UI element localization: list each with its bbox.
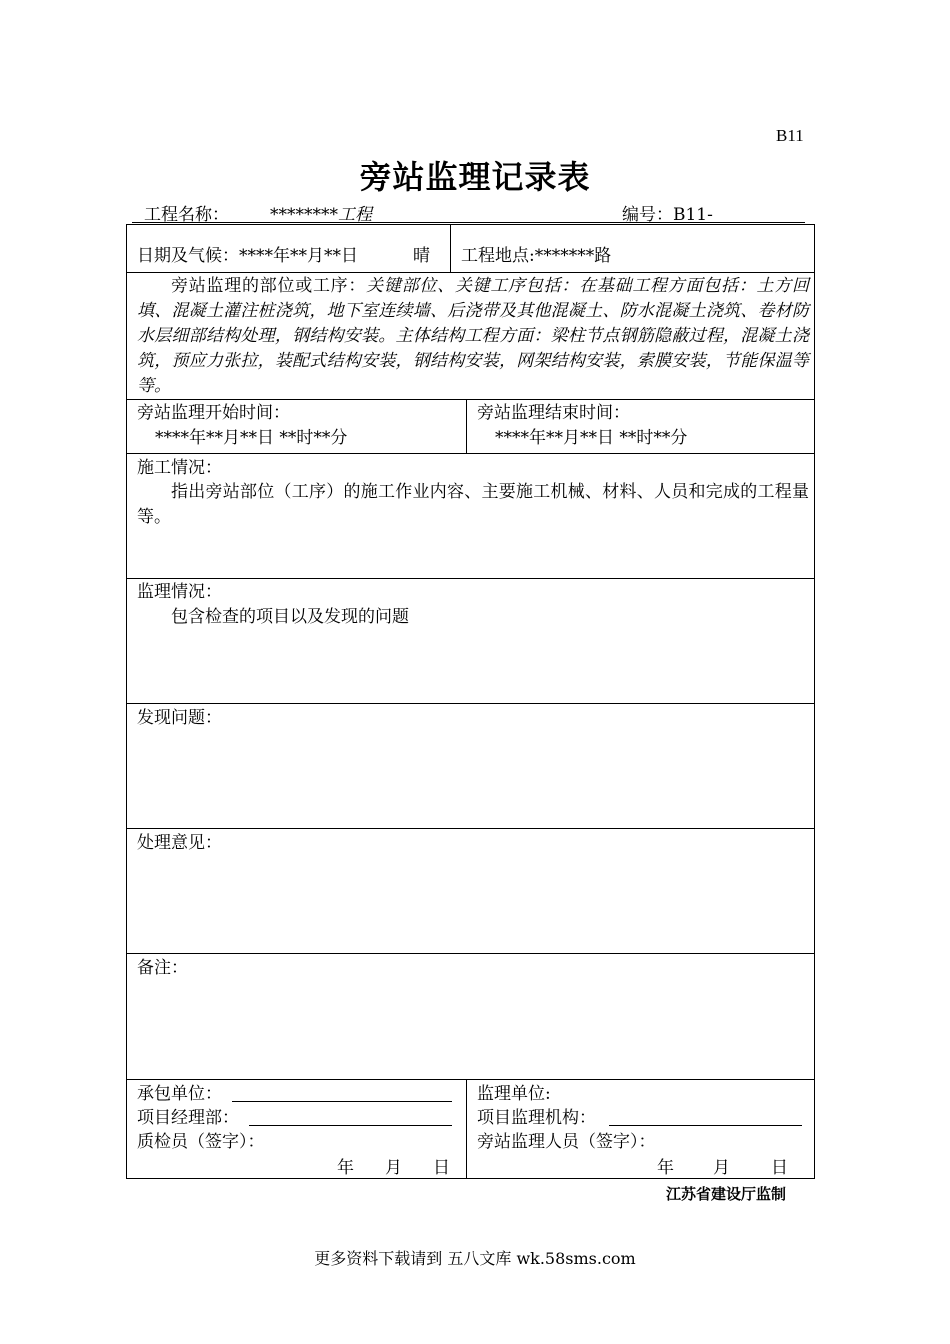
col-divider [466,399,467,453]
col-divider [466,1079,467,1179]
supervisor-org-label: 项目监理机构： [477,1108,596,1128]
end-time-value: ****年**月**日 **时**分 [495,428,688,448]
form-code: B11 [776,126,804,145]
location-field: 工程地点:*******路 [461,246,612,266]
page-title: 旁站监理记录表 [359,158,591,196]
start-time-value: ****年**月**日 **时**分 [155,428,348,448]
row-divider [127,703,814,704]
row-divider [127,453,814,454]
month-label: 月 [385,1158,402,1178]
left-date-row [337,1155,457,1181]
inspector-label: 质检员（签字）： [137,1132,265,1152]
project-name-value: ********工程 [270,205,372,225]
remarks-label: 备注： [137,958,188,978]
project-name-label: 工程名称： [144,205,229,225]
weather-value: 晴 [413,246,430,266]
supervisor-person-label: 旁站监理人员（签字）： [477,1132,656,1152]
project-line [132,200,805,223]
row-divider [127,578,814,579]
contractor-label: 承包单位： [137,1084,222,1104]
supervision-label: 监理情况： [137,582,222,602]
supervisor-unit-label: 监理单位: [477,1084,551,1104]
row-divider [127,272,814,273]
month-label: 月 [713,1158,730,1178]
year-label: 年 [657,1158,674,1178]
pm-dept-sign-line [249,1125,452,1126]
record-table [126,224,815,1179]
right-date-row [657,1155,797,1181]
start-time-label: 旁站监理开始时间： [137,403,290,423]
day-label: 日 [771,1158,788,1178]
footer-note: 更多资料下载请到 五八文库 wk.58sms.com [314,1249,636,1268]
pm-dept-label: 项目经理部： [137,1108,239,1128]
scope-paragraph [137,274,809,399]
construction-text: 指出旁站部位（工序）的施工作业内容、主要施工机械、材料、人员和完成的工程量等。 [137,482,809,527]
handling-label: 处理意见： [137,833,222,853]
col-divider [450,225,451,272]
scope-label: 旁站监理的部位或工序： [171,276,367,296]
supervision-text: 包含检查的项目以及发现的问题 [171,607,409,627]
end-time-label: 旁站监理结束时间： [477,403,630,423]
issuer-note: 江苏省建设厅监制 [666,1185,787,1203]
row-divider [127,828,814,829]
form-number-label: 编号：B11- [622,205,713,225]
contractor-sign-line [232,1101,452,1102]
scope-text: 关键部位、关键工序包括：在基础工程方面包括：土方回填、混凝土灌注桩浇筑，地下室连续墙、后浇带及其他混凝土、防水混凝土浇筑、卷材防水层细部结构处理，钢结构安装。主体结构工程方面：梁柱节点钢筋隐蔽过程，混凝土浇筑，预应力张拉，装配式结构安装，钢结构安装，网架结构安装，索膜安装，节能保温等等。 [137,276,809,396]
construction-label: 施工情况： [137,458,222,478]
year-label: 年 [337,1158,354,1178]
supervisor-org-sign-line [609,1125,802,1126]
row-divider [127,1079,814,1080]
problems-label: 发现问题： [137,708,222,728]
row-divider [127,953,814,954]
day-label: 日 [433,1158,450,1178]
date-weather-label: 日期及气候：****年**月**日 [137,246,358,266]
